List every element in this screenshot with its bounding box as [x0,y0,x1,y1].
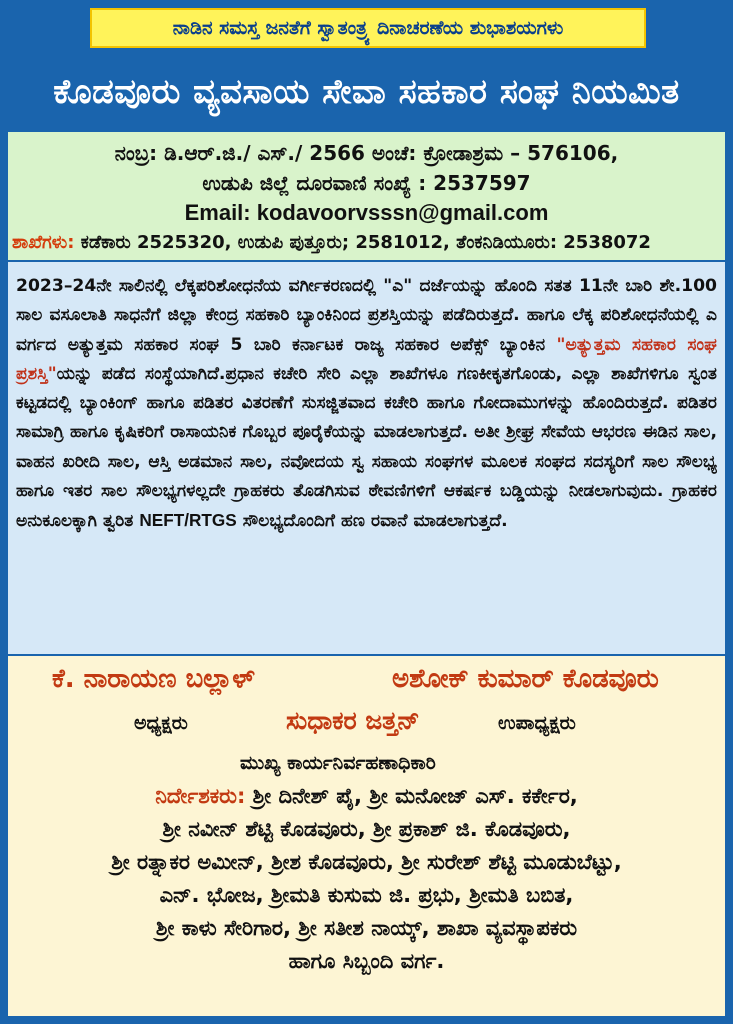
award-name: "ಅತ್ಯುತ್ತಮ ಸಹಕಾರ ಸಂಘ ಪ್ರಶಸ್ತಿ" [16,334,717,384]
president-name: ಕೆ. ನಾರಾಯಣ ಬಲ್ಲಾಳ್ [52,664,255,694]
officials-section [8,656,725,1016]
about-text-part2: ಯನ್ನು ಪಡೆದ ಸಂಸ್ಥೆಯಾಗಿದೆ.ಪ್ರಧಾನ ಕಚೇರಿ ಸೇರಿ ಎಲ್ಲಾ ಶಾಖೆಗಳೂ ಗಣಕೀಕೃತಗೊಂಡು, ಎಲ್ಲಾ ಶಾಖೆಗಳಿಗೂ ಸ್ವಂತ ಕಟ್ಟಡದಲ್ಲಿ ಬ್ಯಾಂಕಿಂಗ್ ಹಾಗೂ ಪಡಿತರ ವಿತರಣೆಗೆ ಸುಸಜ್ಜಿತವಾದ ಕಚೇರಿ ಹಾಗೂ ಗೋದಾಮುಗಳನ್ನು ಹೊಂದಿರುತ್ತದೆ. ಪಡಿತರ ಸಾಮಾಗ್ರಿ ಹಾಗೂ ಕೃಷಿಕರಿಗೆ ರಾಸಾಯನಿಕ ಗೊಬ್ಬರ ಪೂರೈಕೆಯನ್ನು ಮಾಡಲಾಗುತ್ತದೆ. ಅತೀ ಶ್ರೀಘ್ರ ಸೇವೆಯ ಆಭರಣ ಈಡಿನ ಸಾಲ, ವಾಹನ ಖರೀದಿ ಸಾಲ, ಆಸ್ತಿ ಅಡಮಾನ ಸಾಲ, ನವೋದಯ ಸ್ವ ಸಹಾಯ ಸಂಘಗಳ ಮೂಲಕ ಸಂಘದ ಸದಸ್ಯರಿಗೆ ಸಾಲ ಸೌಲಭ್ಯ ಹಾಗೂ ಇತರ ಸಾಲ ಸೌಲಭ್ಯಗಳಲ್ಲದೇ ಗ್ರಾಹಕರು ತೊಡಗಿಸುವ ಠೇವಣಿಗಳಿಗೆ ಆಕರ್ಷಕ ಬಡ್ಡಿಯನ್ನು ನೀಡಲಾಗುವುದು. ಗ್ರಾಹಕರ ಅನುಕೂಲಕ್ಕಾಗಿ ತ್ವರಿತ [16,363,717,532]
greeting-text: ನಾಡಿನ ಸಮಸ್ತ ಜನತೆಗೆ ಸ್ವಾತಂತ್ರ್ಯ ದಿನಾಚರಣೆಯ ಶುಭಾಶಯಗಳು [172,17,564,39]
directors-line-5: ಶ್ರೀ ಕಾಳು ಸೇರಿಗಾರ, ಶ್ರೀ ಸತೀಶ ನಾಯ್ಕ್, ಶಾಖಾ ವ್ಯವಸ್ಥಾಪಕರು [155,916,578,940]
neft-rtgs: NEFT/RTGS [139,510,237,531]
branches-label: ಶಾಖೆಗಳು: [12,232,75,253]
directors-line-3: ಶ್ರೀ ರತ್ನಾಕರ ಅಮೀನ್, ಶ್ರೀಶ ಕೊಡವೂರು, ಶ್ರೀ ಸುರೇಶ್ ಶೆಟ್ಟಿ ಮೂಡುಬೆಟ್ಟು, [111,850,622,874]
about-text-part3: ಸೌಲಭ್ಯದೊಂದಿಗೆ ಹಣ ರವಾನೆ ಮಾಡಲಾಗುತ್ತದೆ. [236,511,508,532]
directors-list [8,780,725,978]
ceo-name: ಸುಧಾಕರ ಜತ್ತನ್ [286,706,420,735]
directors-label: ನಿರ್ದೇಶಕರು: [155,784,246,808]
directors-line-2: ಶ್ರೀ ನವೀನ್ ಶೆಟ್ಟಿ ಕೊಡವೂರು, ಶ್ರೀ ಪ್ರಕಾಶ್ ಜಿ. ಕೊಡವೂರು, [162,817,571,841]
contact-section [8,132,725,260]
president-role: ಅಧ್ಯಕ್ಷರು [134,712,188,734]
society-name-text: ಕೊಡವೂರು ವ್ಯವಸಾಯ ಸೇವಾ ಸಹಕಾರ ಸಂಘ ನಿಯಮಿತ [53,72,680,112]
directors-line-6: ಹಾಗೂ ಸಿಬ್ಬಂದಿ ವರ್ಗ. [288,949,445,973]
directors-line-1 [8,780,725,813]
about-text-part1: 2023–24ನೇ ಸಾಲಿನಲ್ಲಿ ಲೆಕ್ಕಪರಿಶೋಧನೆಯ ವರ್ಗೀಕರಣದಲ್ಲಿ "ಎ" ದರ್ಜೆಯನ್ನು ಹೊಂದಿ ಸತತ 11ನೇ ಬಾರಿ ಶೇ.100 ಸಾಲ ವಸೂಲಾತಿ ಸಾಧನೆಗೆ ಜಿಲ್ಲಾ ಕೇಂದ್ರ ಸಹಕಾರಿ ಬ್ಯಾಂಕಿನಿಂದ ಪ್ರಶಸ್ತಿಯನ್ನು ಪಡೆದಿರುತ್ತದೆ. ಹಾಗೂ ಲೆಕ್ಕ ಪರಿಶೋಧನೆಯಲ್ಲಿ ಎ ವರ್ಗದ ಅತ್ಯುತ್ತಮ ಸಹಕಾರ ಸಂಘ 5 ಬಾರಿ ಕರ್ನಾಟಕ ರಾಜ್ಯ ಸಹಕಾರ ಅಪೆಕ್ಸ್ ಬ್ಯಾಂಕಿನ [16,276,717,355]
society-title [0,54,733,130]
email-address: Email: kodavoorvsssn@gmail.com [184,200,549,225]
greeting-banner [90,8,646,48]
registration-address: ನಂಬ್ರ: ಡಿ.ಆರ್.ಜಿ./ ಎಸ್./ 2566 ಅಂಚೆ: ಕ್ರೋಡಾಶ್ರಮ – 576106, [114,141,619,165]
phone-number: ಉಡುಪಿ ಜಿಲ್ಲೆ ದೂರವಾಣಿ ಸಂಖ್ಯೆ : 2537597 [202,171,531,195]
branches-line [8,228,725,258]
about-paragraph [8,262,725,654]
vice-president-name: ಅಶೋಕ್ ಕುಮಾರ್ ಕೊಡವೂರು [392,664,659,694]
ceo-role: ಮುಖ್ಯ ಕಾರ್ಯನಿರ್ವಹಣಾಧಿಕಾರಿ [240,752,436,774]
directors-names-1: ಶ್ರೀ ದಿನೇಶ್ ಪೈ, ಶ್ರೀ ಮನೋಜ್ ಎಸ್. ಕರ್ಕೇರ, [245,784,578,808]
vice-president-role: ಉಪಾಧ್ಯಕ್ಷರು [498,712,576,734]
branches-list: ಕಡೆಕಾರು 2525320, ಉಡುಪಿ ಪುತ್ತೂರು; 2581012, ತೆಂಕನಿಡಿಯೂರು: 2538072 [74,232,651,253]
directors-line-4: ಎನ್. ಭೋಜ, ಶ್ರೀಮತಿ ಕುಸುಮ ಜಿ. ಪ್ರಭು, ಶ್ರೀಮತಿ ಬಬಿತ, [159,883,574,907]
